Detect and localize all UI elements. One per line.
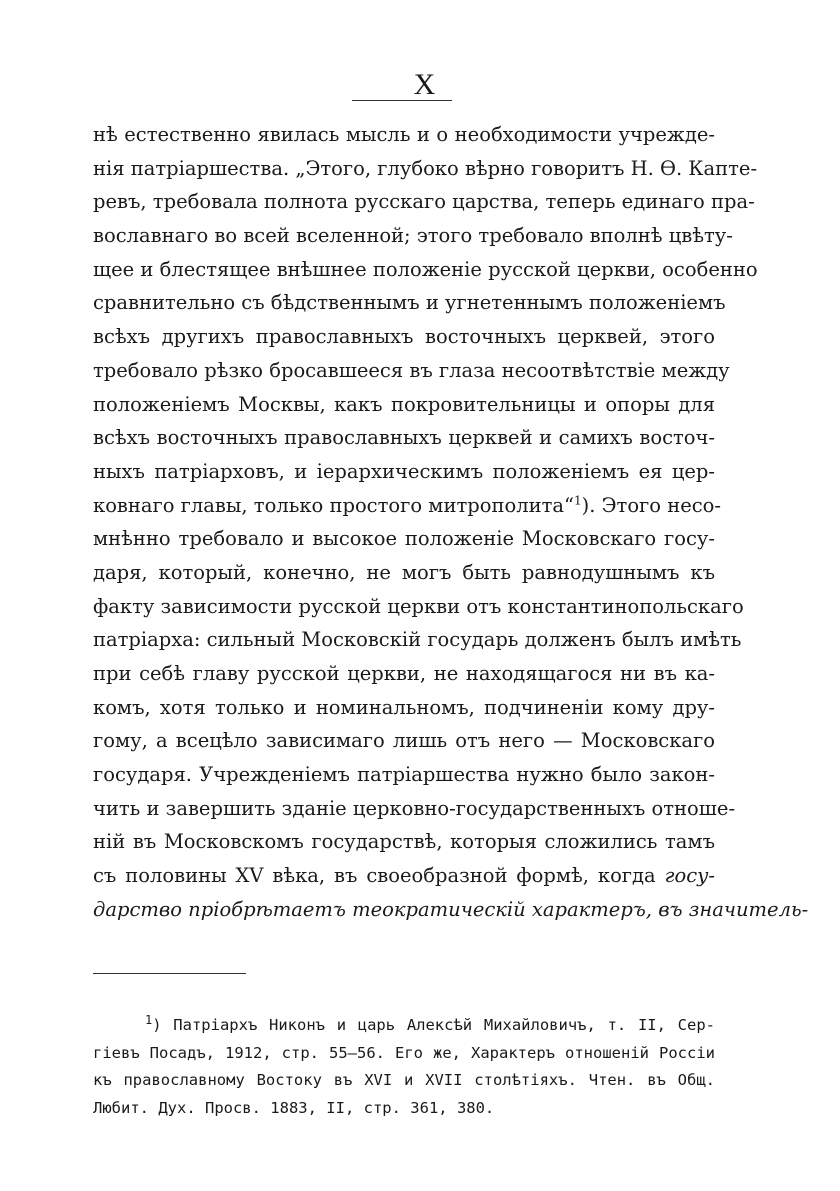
text-line: сравнительно съ бѣдственнымъ и угнетеннымъ положеніемъ xyxy=(93,291,726,315)
text-line: всѣхъ восточныхъ православныхъ церквей и самихъ восточ- xyxy=(93,426,715,450)
header-rule xyxy=(352,100,452,101)
text-line: комъ, хотя только и номинальномъ, подчиненіи кому дру- xyxy=(93,695,715,719)
text-line-start: ковнаго главы, только простого митрополита“ xyxy=(93,493,574,517)
footnote-text: ) Патріархъ Никонъ и царь Алексѣй Михайловичъ, т. II, Сер- xyxy=(152,1016,715,1034)
text-line: требовало рѣзко бросавшееся въ глаза несоотвѣтствіе между xyxy=(93,358,730,382)
text-line: ныхъ патріарховъ, и іерархическимъ положеніемъ ея цер- xyxy=(93,459,715,483)
text-line-with-italic xyxy=(93,859,715,893)
text-line: патріарха: сильный Московскій государь долженъ былъ имѣть xyxy=(93,628,742,652)
text-line: положеніемъ Москвы, какъ покровительницы и опоры для xyxy=(93,392,715,416)
text-line-with-footnote-ref xyxy=(93,489,722,523)
text-line: мнѣнно требовало и высокое положеніе Московскаго госу- xyxy=(93,527,715,551)
page-number: X xyxy=(413,68,437,101)
text-line: нѣ естественно явилась мысль и о необходимости учрежде- xyxy=(93,123,715,146)
text-line: даря, который, конечно, не могъ быть равнодушнымъ къ xyxy=(93,560,715,584)
text-line: щее и блестящее внѣшнее положеніе русской церкви, особенно xyxy=(93,257,758,281)
footnote-line: гіевъ Посадъ, 1912, стр. 55—56. Его же, Характеръ отношеній Россіи xyxy=(93,1043,715,1062)
text-line: вославнаго во всей вселенной; этого требовало вполнѣ цвѣту- xyxy=(93,224,733,248)
text-line: при себѣ главу русской церкви, не находящагося ни въ ка- xyxy=(93,662,715,685)
footnote-line: Любит. Дух. Просв. 1883, II, стр. 361, 380. xyxy=(93,1098,495,1117)
text-line: факту зависимости русской церкви отъ константинопольскаго xyxy=(93,594,744,618)
italic-word: госу- xyxy=(664,864,716,888)
footnotes xyxy=(93,1012,715,1122)
text-line: государя. Учрежденіемъ патріаршества нужно было закон- xyxy=(93,763,715,787)
text-line-end: ). Этого несо- xyxy=(581,493,722,517)
text-line: гому, а всецѣло зависимаго лишь отъ него — Московскаго xyxy=(93,729,715,753)
text-line: всѣхъ другихъ православныхъ восточныхъ церквей, этого xyxy=(93,325,715,349)
text-line-start: съ половины XV вѣка, въ своеобразной формѣ, когда xyxy=(93,864,656,888)
footnote-line: къ православному Востоку въ XVI и XVII столѣтіяхъ. Чтен. въ Общ. xyxy=(93,1071,715,1089)
footnote-line xyxy=(93,1012,715,1040)
footnote-marker: 1 xyxy=(145,1012,153,1027)
footnote-separator xyxy=(93,973,246,974)
text-line: ній въ Московскомъ государствѣ, которыя сложились тамъ xyxy=(93,830,715,854)
body-text xyxy=(93,118,809,927)
text-line: чить и завершить зданіе церковно-государственныхъ отноше- xyxy=(93,796,736,820)
text-line: ревъ, требовала полнота русскаго царства, теперь единаго пра- xyxy=(93,190,755,214)
text-line: нія патріаршества. „Этого, глубоко вѣрно говоритъ Н. Ѳ. Капте- xyxy=(93,156,758,180)
italic-text-line: дарство пріобрѣтаетъ теократическій характеръ, въ значитель- xyxy=(93,897,809,921)
footnote-reference[interactable]: 1 xyxy=(573,493,582,508)
